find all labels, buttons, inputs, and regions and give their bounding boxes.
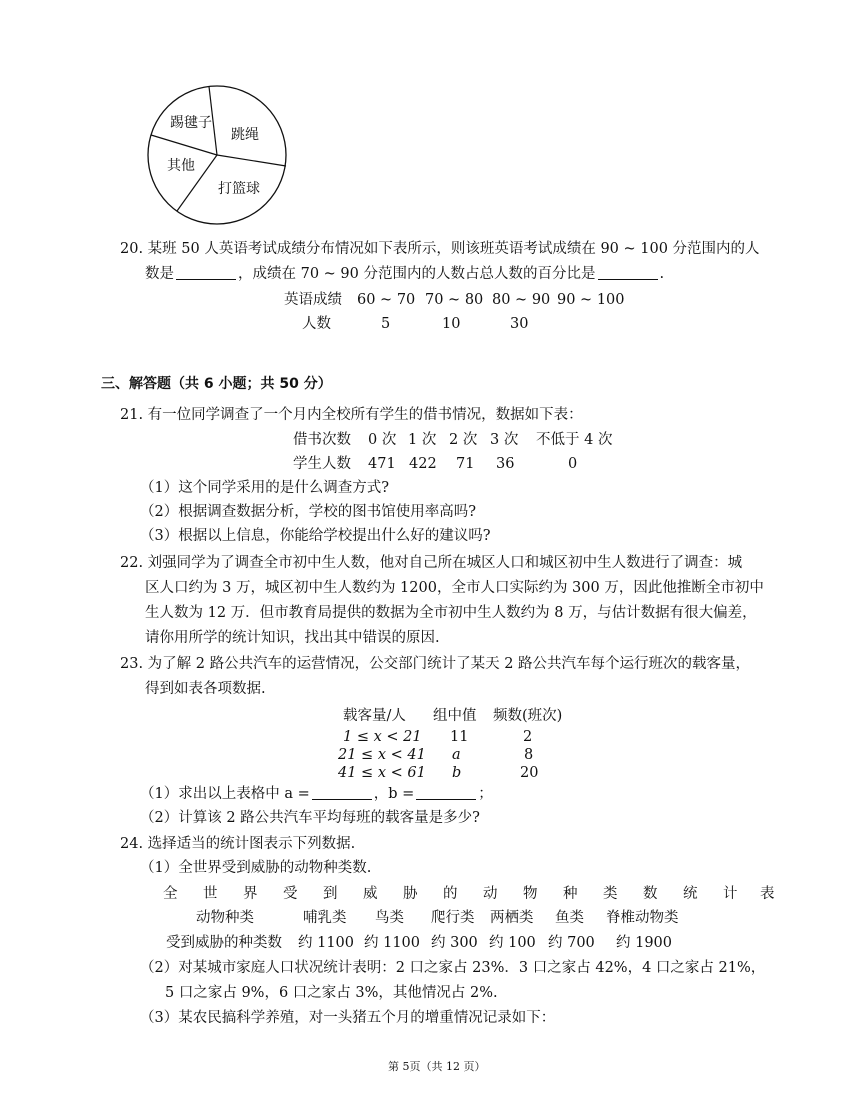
q21-header-cell: 2 次	[449, 432, 478, 448]
q24-sub1: （1）全世界受到威胁的动物种类数.	[140, 860, 372, 876]
q23-row-cell: 20	[520, 765, 539, 781]
q23-sub1-text-b: ，b =	[373, 786, 415, 802]
q24-title-char: 统	[683, 886, 698, 902]
section-heading: 三、解答题（共 6 小题；共 50 分）	[101, 376, 332, 392]
q20-text-a: 数是	[145, 266, 174, 282]
q20-blank-2[interactable]	[598, 265, 658, 280]
q21-row-cell: 422	[409, 456, 437, 472]
q24-title-char: 威	[363, 886, 378, 902]
q21-row-cell: 471	[368, 456, 396, 472]
q21-header-cell: 0 次	[368, 432, 397, 448]
q24-title-char: 动	[483, 886, 498, 902]
q24-header-cell: 动物种类	[196, 910, 254, 926]
q21-stem: 21. 有一位同学调查了一个月内全校所有学生的借书情况，数据如下表：	[120, 407, 583, 423]
q22-line2: 区人口约为 3 万，城区初中生人数约为 1200，全市人口实际约为 300 万，因此他推断全市初中	[145, 580, 764, 596]
q21-header-cell: 不低于 4 次	[536, 432, 613, 448]
q24-title-char: 表	[760, 886, 775, 902]
q24-header-cell: 鸟类	[375, 910, 404, 926]
q24-row-cell: 约 1900	[616, 935, 673, 951]
pie-label-dalanqiu: 打篮球	[218, 181, 260, 197]
q21-row-cell: 36	[496, 456, 515, 472]
q23-sub1-text-a: （1）求出以上表格中 a =	[140, 786, 310, 802]
q24-header-cell: 哺乳类	[303, 910, 347, 926]
q24-row-cell: 约 300	[431, 935, 478, 951]
pie-label-qita: 其他	[167, 158, 195, 174]
q20-text-b: ，成绩在 70 ~ 90 分范围内的人数占总人数的百分比是	[238, 266, 596, 282]
q20-header-cell: 90 ~ 100	[557, 292, 625, 308]
q23-row-cell: 41 ≤ x < 61	[338, 765, 426, 781]
q24-header-cell: 两栖类	[490, 910, 534, 926]
q23-row-cell: 8	[524, 747, 534, 763]
q24-header-cell: 脊椎动物类	[606, 910, 679, 926]
q20-row-cell: 30	[510, 316, 529, 332]
q23-row-cell: b	[452, 765, 462, 781]
q21-row-cell: 0	[568, 456, 578, 472]
q21-sub2: （2）根据调查数据分析，学校的图书馆使用率高吗?	[140, 504, 476, 520]
q24-row-cell: 约 100	[489, 935, 536, 951]
q24-title-char: 全	[163, 886, 178, 902]
q20-header-cell: 80 ~ 90	[492, 292, 551, 308]
q20-row-cell: 5	[381, 316, 391, 332]
q23-row-cell: 1 ≤ x < 21	[343, 729, 422, 745]
pie-label-jianzi: 踢毽子	[170, 115, 212, 131]
q23-sub1	[140, 784, 493, 804]
q22-line1: 22. 刘强同学为了调查全市初中生人数，他对自己所在城区人口和城区初中生人数进行了调查：城	[120, 555, 743, 571]
q24-title-char: 的	[443, 886, 458, 902]
q24-title-char: 计	[723, 886, 738, 902]
q20-stem-line2	[145, 264, 664, 284]
q23-header-cell: 组中值	[433, 708, 477, 724]
q21-sub1: （1）这个同学采用的是什么调查方式?	[140, 480, 389, 496]
q20-header-cell: 70 ~ 80	[425, 292, 484, 308]
q21-header-cell: 1 次	[408, 432, 437, 448]
q21-header-cell: 借书次数	[293, 432, 351, 448]
q20-row-cell: 人数	[302, 316, 331, 332]
q24-header-cell: 鱼类	[555, 910, 584, 926]
q24-title-char: 世	[203, 886, 218, 902]
q20-header-cell: 英语成绩	[284, 292, 342, 308]
q24-sub3: （3）某农民搞科学养殖，对一头猪五个月的增重情况记录如下：	[140, 1010, 556, 1026]
q23-line1: 23. 为了解 2 路公共汽车的运营情况，公交部门统计了某天 2 路公共汽车每个运行班次的载客量，	[120, 656, 751, 672]
q23-sub2: （2）计算该 2 路公共汽车平均每班的载客量是多少?	[140, 810, 480, 826]
q21-row-cell: 学生人数	[293, 456, 351, 472]
q20-blank-1[interactable]	[176, 265, 236, 280]
q24-header-cell: 爬行类	[431, 910, 475, 926]
q23-header-cell: 频数(班次)	[493, 708, 563, 724]
q24-row-cell: 受到威胁的种类数	[166, 935, 282, 951]
q24-title-char: 数	[643, 886, 658, 902]
q23-row-cell: 21 ≤ x < 41	[338, 747, 426, 763]
q23-line2: 得到如表各项数据.	[145, 681, 266, 697]
q23-header-cell: 载客量/人	[343, 708, 406, 724]
q21-sub3: （3）根据以上信息，你能给学校提出什么好的建议吗?	[140, 528, 491, 544]
q22-line4: 请你用所学的统计知识，找出其中错误的原因.	[145, 630, 440, 646]
q23-blank-b[interactable]	[416, 785, 476, 800]
q24-row-cell: 约 1100	[364, 935, 421, 951]
pie-label-tiaosheng: 跳绳	[231, 127, 259, 143]
q21-header-cell: 3 次	[490, 432, 519, 448]
q24-title-char: 胁	[403, 886, 418, 902]
q23-row-cell: 11	[450, 729, 469, 745]
q24-row-cell: 约 1100	[298, 935, 355, 951]
q23-row-cell: 2	[523, 729, 533, 745]
page-footer: 第 5页（共 12 页）	[388, 1060, 486, 1073]
q20-text-c: .	[659, 266, 665, 282]
q23-row-cell: a	[452, 747, 461, 763]
q24-title-char: 界	[243, 886, 258, 902]
q23-blank-a[interactable]	[312, 785, 372, 800]
q24-stem: 24. 选择适当的统计图表示下列数据.	[120, 836, 356, 852]
q24-title-char: 物	[523, 886, 538, 902]
q23-sub1-text-c: ；	[478, 786, 493, 802]
q24-title-char: 种	[563, 886, 578, 902]
q24-title-char: 到	[323, 886, 338, 902]
q20-stem-line1: 20. 某班 50 人英语考试成绩分布情况如下表所示，则该班英语考试成绩在 90 ~ 100 分范围内的人	[120, 241, 760, 257]
q24-title-char: 受	[283, 886, 298, 902]
q22-line3: 生人数为 12 万．但市教育局提供的数据为全市初中生人数约为 8 万，与估计数据有很大偏差，	[145, 605, 757, 621]
q20-row-cell: 10	[442, 316, 461, 332]
q21-row-cell: 71	[456, 456, 475, 472]
q20-header-cell: 60 ~ 70	[357, 292, 416, 308]
q24-row-cell: 约 700	[548, 935, 595, 951]
q24-sub2-line2: 5 口之家占 9%，6 口之家占 3%，其他情况占 2%.	[165, 985, 498, 1001]
q24-title-char: 类	[603, 886, 618, 902]
q24-sub2-line1: （2）对某城市家庭人口状况统计表明：2 口之家占 23%．3 口之家占 42%，4 口之家占 21%，	[140, 960, 766, 976]
